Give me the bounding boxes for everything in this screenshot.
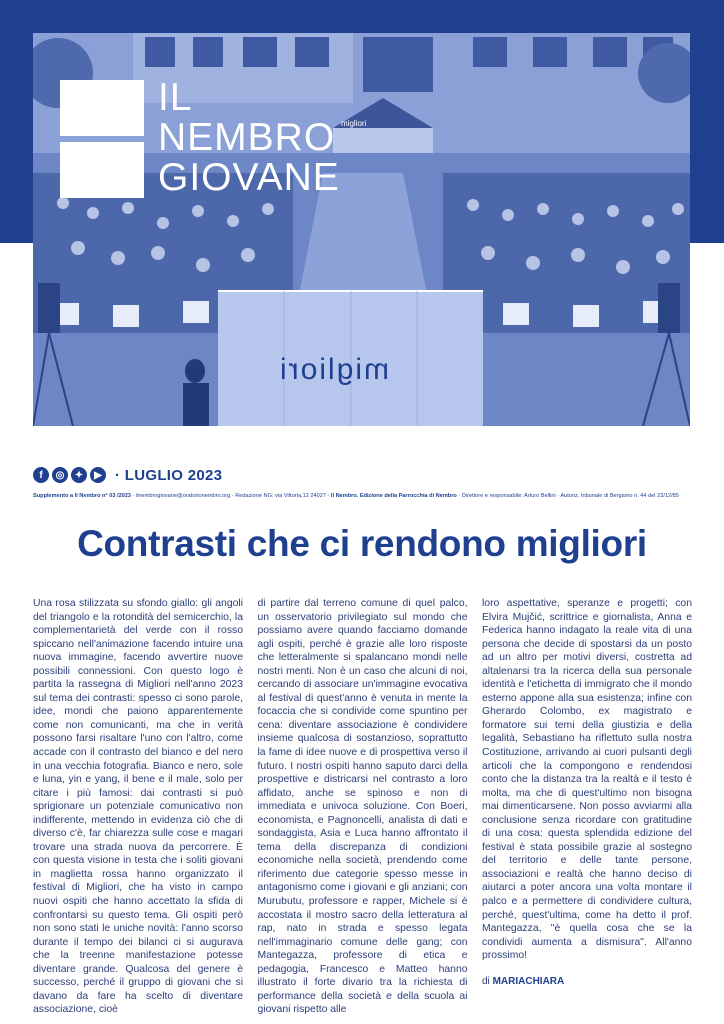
- logo-square-bottom: [60, 142, 144, 198]
- social-bar: [33, 465, 222, 485]
- article-column-1: Una rosa stilizzata su sfondo giallo: gli angoli del triangolo e la rotondità del semicerchio, la complementarietà del verde con il rosso spiccano nell'animazione facendo intuire una nuova immagine, facendo avvertire nuove possibili connessioni. Con questo logo è partita la rassegna di Migliori nell'anno 2023 sul tema dei contrasti: spesso ci sono parole, idee, mondi che paiono apparentemente come non comunicanti, ma che in verità possono farsi risaltare l'uno con l'altro, come accade con il contrasto del bianco e del nero in una vecchia fotografia. Bianco e nero, sole e luna, yin e yang, il bene e il male, solo per citare i più famosi: dai contrasti si può sprigionare un potenziale comunicativo non indifferente, mettendo in evidenza ciò che di diverso c'è, far chiarezza sulle cose e magari trovare una strada nuova da percorrere. È con questa visione in testa che i soliti giovani in maglietta rossa hanno organizzato il festival di Migliori, che ha visto in campo nuovi ospiti che hanno accettato la sfida di confrontarsi su questo tema. Gli ospiti però non sono stati le uniche novità: l'anno scorso durante il tempo dei bilanci ci si augurava che la treenne manifestazione potesse diventare grande. Qualcosa del genere è successo, perché il gruppo di giovani che si davano da fare ha scelto di diventare associazione, cioè: [33, 598, 243, 1016]
- imprint-edition: · Il Nembro. Edizione della Parrocchia di Nembro: [327, 493, 457, 499]
- byline-prefix: di: [482, 975, 490, 987]
- facebook-icon[interactable]: f: [33, 467, 49, 483]
- tent-banner-text: migliori: [341, 119, 367, 128]
- masthead-line-3: GIOVANE: [158, 156, 340, 199]
- article-body: [33, 597, 692, 1016]
- masthead-logo: [158, 78, 340, 198]
- instagram-icon[interactable]: ◎: [52, 467, 68, 483]
- imprint-redazione: · Redazione NG: via Vittoria,12 24027: [231, 493, 326, 499]
- imprint-line: [33, 493, 693, 499]
- masthead-line-1: IL: [158, 76, 193, 119]
- imprint-supplement: Supplemento a Il Nembro n° 03 /2023: [33, 493, 131, 499]
- imprint-authorization: · Autoriz. tribunale di Bergamo n. 44 del 23/12/85: [557, 493, 679, 499]
- article-column-3-wrap: [482, 597, 692, 1012]
- article-column-3: loro aspettative, speranze e progetti; con Elvira Mujčić, scrittrice e giornalista, Anna e Federica hanno indagato la reale vita di una persona che decide di spostarsi da un posto ad un altro per motivi diversi, costretta ad altalenarsi tra la ricerca della sua personale identità e l'etichetta di immigrato che il mondo esterno appone alla sua esistenza; infine con Gherardo Colombo, ex magistrato e formatore sui temi della giustizia e della legalità, Sebastiano ha riflettuto sulla nostra Costituzione, arrivando ai cuori pulsanti degli articoli che la compongono e rendendosi conto che la distanza tra la realtà e il testo è molta, ma che di quest'ultimo non bisogna mai dimenticarsene. Non posso avviarmi alla conclusione senza ricordare con gratitudine di una cosa: questa splendida edizione del festival è stata possibile grazie al sostegno del territorio e delle tante persone, associazioni e realtà che hanno deciso di aiutarci a poter ancora una volta montare il palco e a permettere di condividere cultura, perché, quest'ultima, come ha detto il prof. Mantegazza, "è quella cosa che se la condividi aumenta a dismisura". All'anno prossimo!: [482, 598, 692, 962]
- imprint-email[interactable]: · ilnembrogiovane@oratorionembro.org: [132, 493, 231, 499]
- imprint-director: · Direttore e responsabile: Arturo Bellini: [458, 493, 556, 499]
- article-byline: [482, 975, 692, 989]
- twitter-icon[interactable]: ✦: [71, 467, 87, 483]
- article-headline: Contrasti che ci rendono migliori: [77, 523, 647, 564]
- stage-screen-text: migliori: [278, 353, 390, 386]
- logo-square-top: [60, 80, 144, 136]
- article-column-2: di partire dal terreno comune di quel palco, un osservatorio privilegiato sul mondo che possiamo avere quando facciamo domande agli ospiti, perché è grazie alle loro risposte che letteralmente si spalancano mondi nelle nostri menti. Non è un caso che alcuni di noi, cercando di associare un'immagine evocativa al festival di quest'anno è venuta in mente la focaccia che si condivide come spuntino per cena: diventare associazione è condividere insieme qualcosa di sostanzioso, soprattutto la fame di idee nuove e di prospettiva verso il futuro. I nostri ospiti hanno saputo darci della prospettive e districarsi nel contrasto a loro affidato, anche se spinoso e non di immediata e univoca soluzione. Con Boeri, economista, e Pagnoncelli, analista di dati e sondaggista, Asia e Luca hanno affrontato il tema della discrepanza di condizioni economiche nella società, prendendo come riferimento due categorie spesso messe in antagonismo come i giovani e gli anziani; con Murubutu, professore e rapper, Michele si è accostata il mostro sacro della letteratura al rap, nato in strada e spesso legata nell'immaginario comune delle gang; con Mantegazza, professore di etica e pedagogia, Francesco e Matteo hanno illustrato il forte divario tra la richiesta di performance della società e della scuola ai giovani rispetto alle: [257, 598, 468, 1016]
- masthead-line-2: NEMBRO: [158, 116, 336, 159]
- youtube-icon[interactable]: ▶: [90, 467, 106, 483]
- byline-author: MARIACHIARA: [492, 975, 565, 987]
- issue-date: · LUGLIO 2023: [115, 466, 223, 484]
